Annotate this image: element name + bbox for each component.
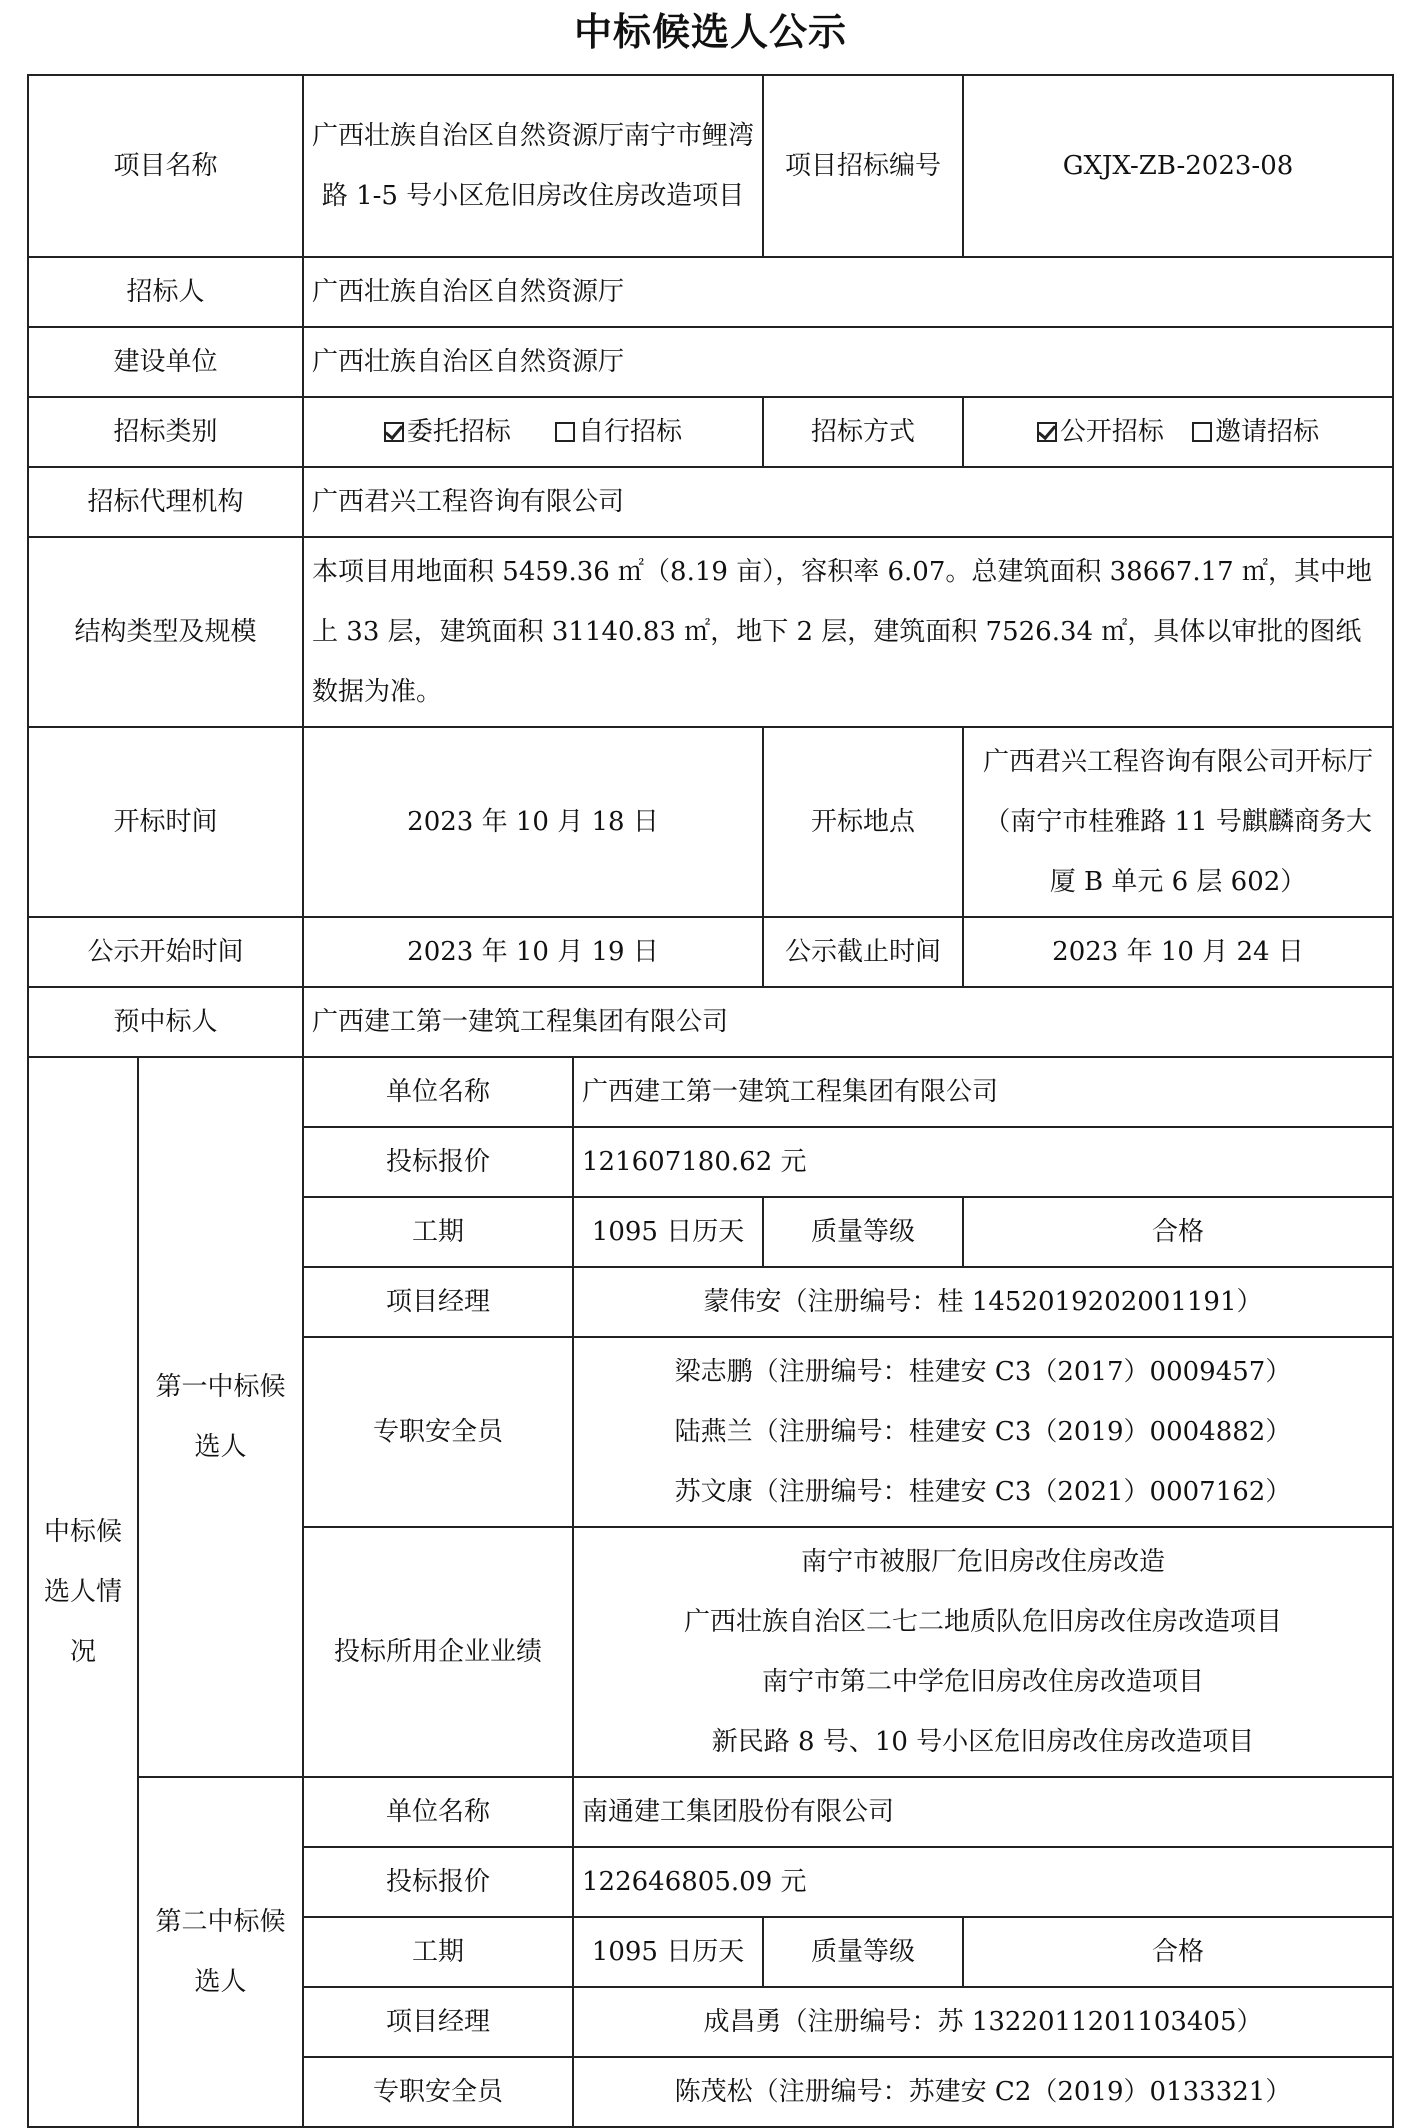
first-safety-list xyxy=(573,1337,1393,1527)
candidates-label: 中标候选人情况 xyxy=(28,1057,138,2127)
second-manager-label: 项目经理 xyxy=(303,1987,573,2057)
option-open[interactable]: 公开招标 xyxy=(1037,402,1164,462)
second-quality-label: 质量等级 xyxy=(763,1917,963,1987)
checked-checkbox-icon xyxy=(1037,422,1057,442)
publicity-start-value: 2023 年 10 月 19 日 xyxy=(303,917,763,987)
first-price-value: 121607180.62 元 xyxy=(573,1127,1393,1197)
opening-place-label: 开标地点 xyxy=(763,727,963,917)
option-entrusted[interactable]: 委托招标 xyxy=(384,402,511,462)
second-price-value: 122646805.09 元 xyxy=(573,1847,1393,1917)
option-self[interactable]: 自行招标 xyxy=(555,402,682,462)
first-performance-list xyxy=(573,1527,1393,1777)
opening-time-label: 开标时间 xyxy=(28,727,303,917)
second-safety-label: 专职安全员 xyxy=(303,2057,573,2127)
second-unit-value: 南通建工集团股份有限公司 xyxy=(573,1777,1393,1847)
tenderer-value: 广西壮族自治区自然资源厅 xyxy=(303,257,1393,327)
performance-item: 新民路 8 号、10 号小区危旧房改住房改造项目 xyxy=(711,1727,1255,1757)
builder-label: 建设单位 xyxy=(28,327,303,397)
opening-time-value: 2023 年 10 月 18 日 xyxy=(303,727,763,917)
second-period-label: 工期 xyxy=(303,1917,573,1987)
safety-officer: 陆燕兰（注册编号：桂建安 C3（2019）0004882） xyxy=(674,1417,1292,1447)
first-manager-value: 蒙伟安（注册编号：桂 1452019202001191） xyxy=(573,1267,1393,1337)
unchecked-checkbox-icon xyxy=(555,422,575,442)
pre-winner-label: 预中标人 xyxy=(28,987,303,1057)
first-candidate-label: 第一中标候选人 xyxy=(138,1057,303,1777)
bid-type-label: 招标类别 xyxy=(28,397,303,467)
safety-officer: 苏文康（注册编号：桂建安 C3（2021）0007162） xyxy=(674,1477,1292,1507)
publicity-end-label: 公示截止时间 xyxy=(763,917,963,987)
first-unit-value: 广西建工第一建筑工程集团有限公司 xyxy=(573,1057,1393,1127)
first-period-label: 工期 xyxy=(303,1197,573,1267)
publicity-row xyxy=(28,917,1393,987)
first-unit-row xyxy=(28,1057,1393,1127)
unchecked-checkbox-icon xyxy=(1192,422,1212,442)
second-candidate-label: 第二中标候选人 xyxy=(138,1777,303,2127)
second-manager-value: 成昌勇（注册编号：苏 1322011201103405） xyxy=(573,1987,1393,2057)
opening-row xyxy=(28,727,1393,917)
scale-value: 本项目用地面积 5459.36 ㎡（8.19 亩），容积率 6.07。总建筑面积 38667.17 ㎡，其中地上 33 层，建筑面积 31140.83 ㎡，地下 2 层，建筑面积 7526.34 ㎡，具体以审批的图纸数据为准。 xyxy=(303,537,1393,727)
project-row xyxy=(28,75,1393,257)
tenderer-label: 招标人 xyxy=(28,257,303,327)
pre-winner-value: 广西建工第一建筑工程集团有限公司 xyxy=(303,987,1393,1057)
first-safety-label: 专职安全员 xyxy=(303,1337,573,1527)
first-quality-value: 合格 xyxy=(963,1197,1393,1267)
page-title: 中标候选人公示 xyxy=(573,10,847,54)
scale-row xyxy=(28,537,1393,727)
first-unit-label: 单位名称 xyxy=(303,1057,573,1127)
option-invite[interactable]: 邀请招标 xyxy=(1192,402,1319,462)
performance-item: 南宁市被服厂危旧房改住房改造 xyxy=(801,1547,1166,1577)
first-period-value: 1095 日历天 xyxy=(573,1197,763,1267)
second-safety-value: 陈茂松（注册编号：苏建安 C2（2019）0133321） xyxy=(573,2057,1393,2127)
agency-label: 招标代理机构 xyxy=(28,467,303,537)
bid-type-row xyxy=(28,397,1393,467)
builder-value: 广西壮族自治区自然资源厅 xyxy=(303,327,1393,397)
second-unit-row xyxy=(28,1777,1393,1847)
agency-value: 广西君兴工程咨询有限公司 xyxy=(303,467,1393,537)
first-perf-label: 投标所用企业业绩 xyxy=(303,1527,573,1777)
bid-method-label: 招标方式 xyxy=(763,397,963,467)
scale-label: 结构类型及规模 xyxy=(28,537,303,727)
second-price-label: 投标报价 xyxy=(303,1847,573,1917)
first-quality-label: 质量等级 xyxy=(763,1197,963,1267)
first-manager-label: 项目经理 xyxy=(303,1267,573,1337)
bid-method-options xyxy=(963,397,1393,467)
project-name-value: 广西壮族自治区自然资源厅南宁市鲤湾路 1-5 号小区危旧房改住房改造项目 xyxy=(303,75,763,257)
announcement-table xyxy=(27,74,1394,2128)
second-unit-label: 单位名称 xyxy=(303,1777,573,1847)
performance-item: 广西壮族自治区二七二地质队危旧房改住房改造项目 xyxy=(684,1607,1283,1637)
agency-row xyxy=(28,467,1393,537)
performance-item: 南宁市第二中学危旧房改住房改造项目 xyxy=(762,1667,1205,1697)
project-code-value: GXJX-ZB-2023-08 xyxy=(963,75,1393,257)
publicity-start-label: 公示开始时间 xyxy=(28,917,303,987)
safety-officer: 梁志鹏（注册编号：桂建安 C3（2017）0009457） xyxy=(674,1357,1292,1387)
checked-checkbox-icon xyxy=(384,422,404,442)
project-code-label: 项目招标编号 xyxy=(763,75,963,257)
second-period-value: 1095 日历天 xyxy=(573,1917,763,1987)
builder-row xyxy=(28,327,1393,397)
project-name-label: 项目名称 xyxy=(28,75,303,257)
first-price-label: 投标报价 xyxy=(303,1127,573,1197)
bid-type-options xyxy=(303,397,763,467)
tenderer-row xyxy=(28,257,1393,327)
pre-winner-row xyxy=(28,987,1393,1057)
opening-place-value: 广西君兴工程咨询有限公司开标厅（南宁市桂雅路 11 号麒麟商务大厦 B 单元 6 层 602） xyxy=(963,727,1393,917)
publicity-end-value: 2023 年 10 月 24 日 xyxy=(963,917,1393,987)
second-quality-value: 合格 xyxy=(963,1917,1393,1987)
